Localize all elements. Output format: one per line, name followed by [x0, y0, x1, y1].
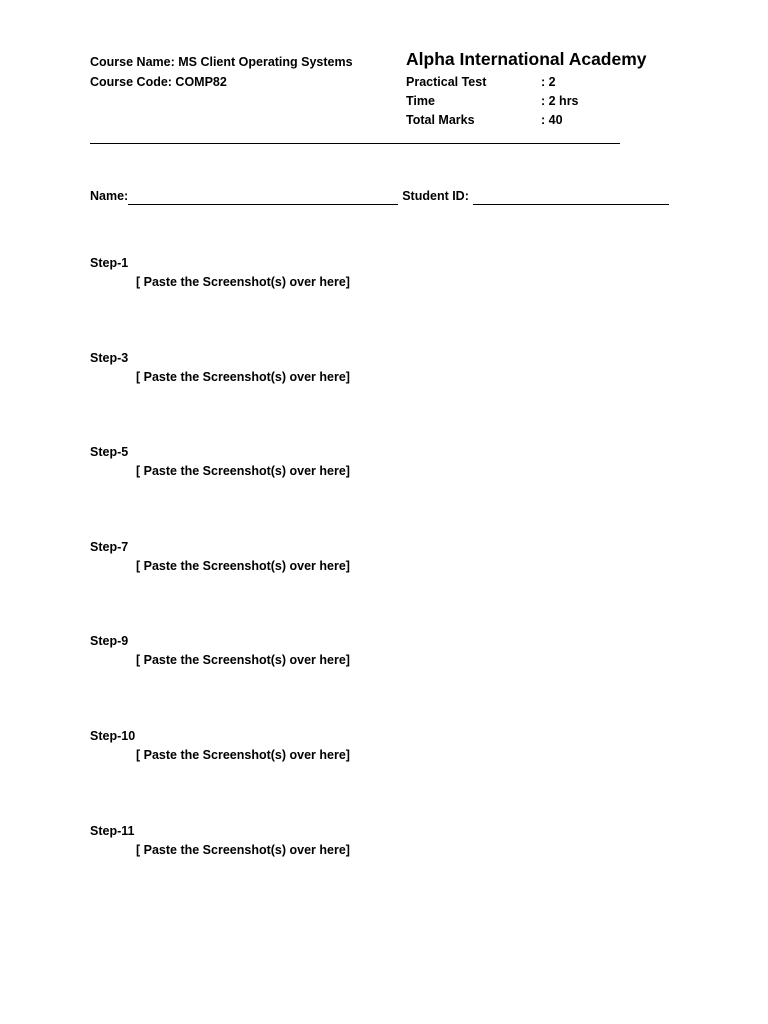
name-label: Name: [90, 189, 129, 203]
test-info [406, 47, 706, 130]
step-title: Step-3 [90, 351, 129, 365]
step-instruction: [ Paste the Screenshot(s) over here] [136, 275, 350, 289]
academy-title: Alpha International Academy [406, 49, 647, 69]
meta-label: Practical Test [406, 75, 487, 89]
step-instruction: [ Paste the Screenshot(s) over here] [136, 748, 350, 762]
meta-row-practical-test [406, 73, 706, 92]
step-title: Step-10 [90, 729, 136, 743]
header-divider [90, 143, 620, 144]
meta-label: Total Marks [406, 113, 475, 127]
meta-value: : 2 hrs [541, 94, 579, 108]
meta-row-time [406, 92, 706, 111]
step-title: Step-7 [90, 540, 129, 554]
meta-label: Time [406, 94, 435, 108]
student-fields [90, 187, 669, 205]
meta-value: : 2 [541, 75, 556, 89]
name-blank-line[interactable] [128, 190, 398, 205]
step-section [90, 727, 350, 765]
step-section [90, 632, 350, 670]
step-instruction: [ Paste the Screenshot(s) over here] [136, 370, 350, 384]
student-id-label: Student ID: [402, 189, 469, 203]
step-section [90, 538, 350, 576]
step-instruction: [ Paste the Screenshot(s) over here] [136, 843, 350, 857]
step-title: Step-1 [90, 256, 129, 270]
step-instruction: [ Paste the Screenshot(s) over here] [136, 464, 350, 478]
step-section [90, 822, 350, 860]
step-title: Step-5 [90, 445, 129, 459]
meta-row-total-marks [406, 111, 706, 130]
step-title: Step-11 [90, 824, 135, 838]
step-section [90, 254, 350, 292]
course-info [90, 52, 353, 92]
course-code: Course Code: COMP82 [90, 75, 227, 89]
step-title: Step-9 [90, 634, 129, 648]
student-id-blank-line[interactable] [473, 190, 669, 205]
step-instruction: [ Paste the Screenshot(s) over here] [136, 653, 350, 667]
meta-value: : 40 [541, 113, 563, 127]
step-section [90, 443, 350, 481]
course-name: Course Name: MS Client Operating Systems [90, 55, 353, 69]
step-section [90, 349, 350, 387]
step-instruction: [ Paste the Screenshot(s) over here] [136, 559, 350, 573]
